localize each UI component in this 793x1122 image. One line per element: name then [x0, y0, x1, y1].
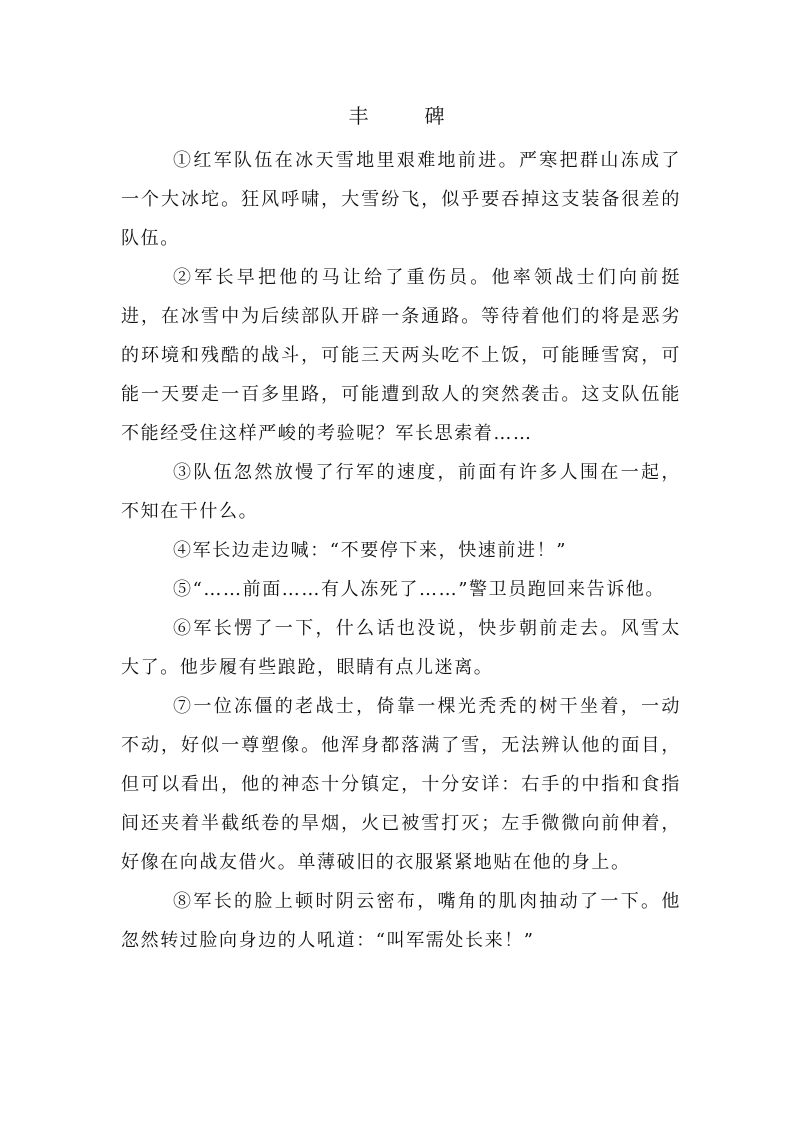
paragraph-3: ③队伍忽然放慢了行军的速度，前面有许多人围在一起，不知在干什么。: [121, 462, 681, 522]
document-title: 丰 碑: [348, 104, 463, 128]
paragraph-2: ②军长早把他的马让给了重伤员。他率领战士们向前挺进，在冰雪中为后续部队开辟一条通路。等待着他们的将是恶劣的环境和残酷的战斗，可能三天两头吃不上饭，可能睡雪窝，可能一天要走一百多里路，可能遭到敌人的突然袭击。这支队伍能不能经受住这样严峻的考验呢？军长思索着……: [121, 267, 681, 444]
paragraph-5: ⑤“……前面……有人冻死了……”警卫员跑回来告诉他。: [173, 579, 666, 600]
paragraph-8: ⑧军长的脸上顿时阴云密布，嘴角的肌肉抽动了一下。他忽然转过脸向身边的人吼道：“叫军需处长来！”: [121, 891, 681, 951]
paragraph-4: ④军长边走边喊：“不要停下来，快速前进！”: [173, 540, 568, 561]
paragraph-6: ⑥军长愣了一下，什么话也没说，快步朝前走去。风雪太大了。他步履有些踉跄，眼睛有点儿迷离。: [121, 618, 681, 678]
paragraph-7: ⑦一位冻僵的老战士，倚靠一棵光秃秃的树干坐着，一动不动，好似一尊塑像。他浑身都落满了雪，无法辨认他的面目，但可以看出，他的神态十分镇定，十分安详：右手的中指和食指间还夹着半截纸卷的旱烟，火已被雪打灭；左手微微向前伸着，好像在向战友借火。单薄破旧的衣服紧紧地贴在他的身上。: [121, 696, 681, 873]
document-body: [121, 141, 681, 960]
paragraph-1: ①红军队伍在冰天雪地里艰难地前进。严寒把群山冻成了一个大冰坨。狂风呼啸，大雪纷飞，似乎要吞掉这支装备很差的队伍。: [121, 150, 681, 249]
